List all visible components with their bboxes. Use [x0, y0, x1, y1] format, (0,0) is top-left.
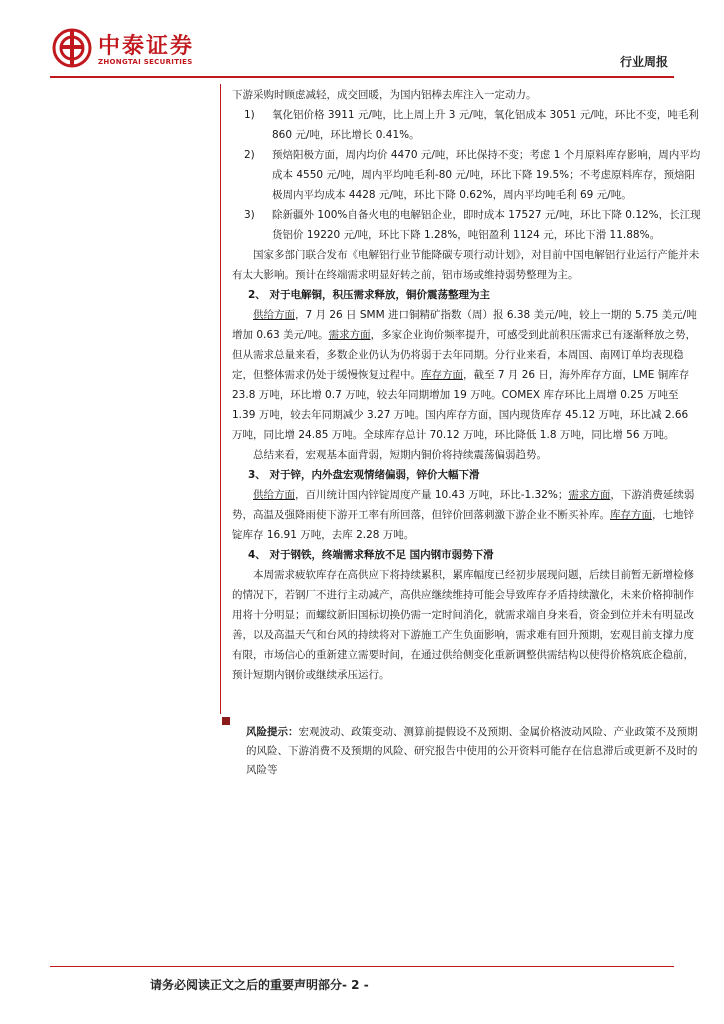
- supply-label: 供给方面: [253, 489, 295, 501]
- list-text: 预焙阳极方面，周内均价 4470 元/吨，环比保持不变；考虑 1 个月原料库存影响，周内平均成本 4550 元/吨，周内平均吨毛利-80 元/吨，环比下降 19.5%；不考虑原料库存，预焙阳极周内平均成本 4428 元/吨，环比下降 0.62%，周内平均吨毛利 69 元/吨。: [272, 149, 701, 201]
- list-text: 氧化铝价格 3911 元/吨，比上周上升 3 元/吨，氧化铝成本 3051 元/吨，环比不变，吨毛利 860 元/吨，环比增长 0.41%。: [272, 109, 699, 141]
- list-text: 除新疆外 100%自备火电的电解铝企业，即时成本 17527 元/吨，环比下降 0.12%，长江现货铝价 19220 元/吨，环比下降 1.28%，吨铝盈利 1124 元，环比下滑 11.88%。: [272, 209, 701, 241]
- copper-summary: 总结来看，宏观基本面背弱，短期内铜价将持续震荡偏弱趋势。: [253, 449, 547, 461]
- document-type: 行业周报: [619, 55, 668, 69]
- zinc-supply-text: ，百川统计国内锌锭周度产量 10.43 万吨，环比-1.32%；: [295, 489, 569, 501]
- zinc-heading: 3、 对于锌，内外盘宏观情绪偏弱，锌价大幅下滑: [248, 469, 480, 481]
- aluminum-intro: 下游采购时顾虑减轻，成交回暖，为国内铝棒去库注入一定动力。: [232, 89, 537, 101]
- demand-label: 需求方面: [328, 329, 371, 341]
- stock-label: 库存方面: [610, 509, 652, 521]
- copper-supply-text: ，7 月 26 日 SMM 进口铜精矿指数（周）报 6.38 美元/吨，较上一期的 5.75 美元/吨增加 0.63 美元/吨。: [232, 309, 697, 341]
- aluminum-summary: 国家多部门联合发布《电解铝行业节能降碳专项行动计划》，对目前中国电解铝行业运行产能并未有太大影响。预计在终端需求明显好转之前，铝市场或维持弱势整理为主。: [232, 249, 700, 281]
- steel-heading: 4、 对于钢铁，终端需求释放不足 国内钢市弱势下滑: [248, 549, 494, 561]
- demand-label: 需求方面: [568, 489, 611, 501]
- supply-label: 供给方面: [253, 309, 295, 321]
- logo-text-cn: 中泰证券: [98, 34, 195, 59]
- zinc-demand-text: ，下游消费延续弱势，高温及强降雨使下游开工率有所回落，但锌价回落刺激下游企业不断买补库。: [232, 489, 695, 521]
- risk-notice: [222, 712, 702, 790]
- logo-text-en: ZHONGTAI SECURITIES: [98, 58, 193, 66]
- copper-heading: 2、 对于电解铜，积压需求释放，铜价震荡整理为主: [248, 289, 490, 301]
- zinc-paragraph: [232, 485, 702, 545]
- stock-label: 库存方面: [421, 369, 463, 381]
- square-bullet-icon: [222, 717, 230, 725]
- footer-divider: [50, 966, 674, 967]
- list-number: 1): [244, 109, 255, 121]
- copper-paragraph: [232, 305, 702, 445]
- zhongtai-logo-icon: [52, 28, 92, 68]
- risk-text-block: [246, 723, 702, 780]
- list-number: 2): [244, 149, 255, 161]
- page-number: - 2 -: [342, 978, 369, 992]
- list-item: [232, 145, 702, 205]
- report-body: [232, 85, 702, 685]
- list-item: [232, 105, 702, 145]
- list-item: [232, 205, 702, 245]
- copper-stock-text: ，截至 7 月 26 日，海外库存方面，LME 铜库存 23.8 万吨，环比增 0.7 万吨，较去年同期增加 19 万吨。COMEX 库存环比上周增 0.25 万吨至 1.39 万吨，较去年同期减少 3.27 万吨。国内库存方面，国内现货库存 45.12 万吨，环比减 2.66 万吨，同比增 24.85 万吨。全球库存总计 70.12 万吨，环比降低 1.8 万吨，同比增 56 万吨。: [232, 369, 690, 441]
- header-divider: [50, 76, 674, 78]
- zinc-stock-text: ，七地锌锭库存 16.91 万吨，去库 2.28 万吨。: [232, 509, 694, 541]
- list-number: 3): [244, 209, 255, 221]
- steel-paragraph: 本周需求疲软库存在高供应下将持续累积，累库幅度已经初步展现问题，后续目前暂无新增检修的情况下，若钢厂不进行主动减产，高供应继续维持可能会导致库存矛盾持续激化，未来价格抑制作用将十分明显；而螺纹新旧国标切换仍需一定时间消化，就需求端自身来看，资金到位并未有明显改善，以及高温天气和台风的持续将对下游施工产生负面影响，需求难有回升预期，宏观目前支撑力度有限，市场信心的重新建立需要时间，在通过供给侧变化重新调整供需结构以使得价格筑底企稳前，预计短期内钢价或继续承压运行。: [232, 569, 694, 681]
- risk-text: 宏观波动、政策变动、测算前提假设不及预期、金属价格波动风险、产业政策不及预期的风险、下游消费不及预期的风险、研究报告中使用的公开资料可能存在信息滞后或更新不及时的风险等: [246, 725, 698, 776]
- footer-notice: 请务必阅读正文之后的重要声明部分: [150, 978, 343, 992]
- copper-demand-text: ，多家企业询价频率提升，可感受到此前积压需求已有逐渐释放之势，但从需求总量来看，多数企业仍认为仍将弱于去年同期。分行业来看，本周国、南网订单均表现稳定，但整体需求仍处于缓慢恢复过程中。: [232, 329, 697, 381]
- side-divider: [220, 84, 221, 714]
- page-footer: [150, 976, 369, 993]
- risk-label: 风险提示：: [246, 725, 299, 738]
- page-header: [0, 0, 724, 80]
